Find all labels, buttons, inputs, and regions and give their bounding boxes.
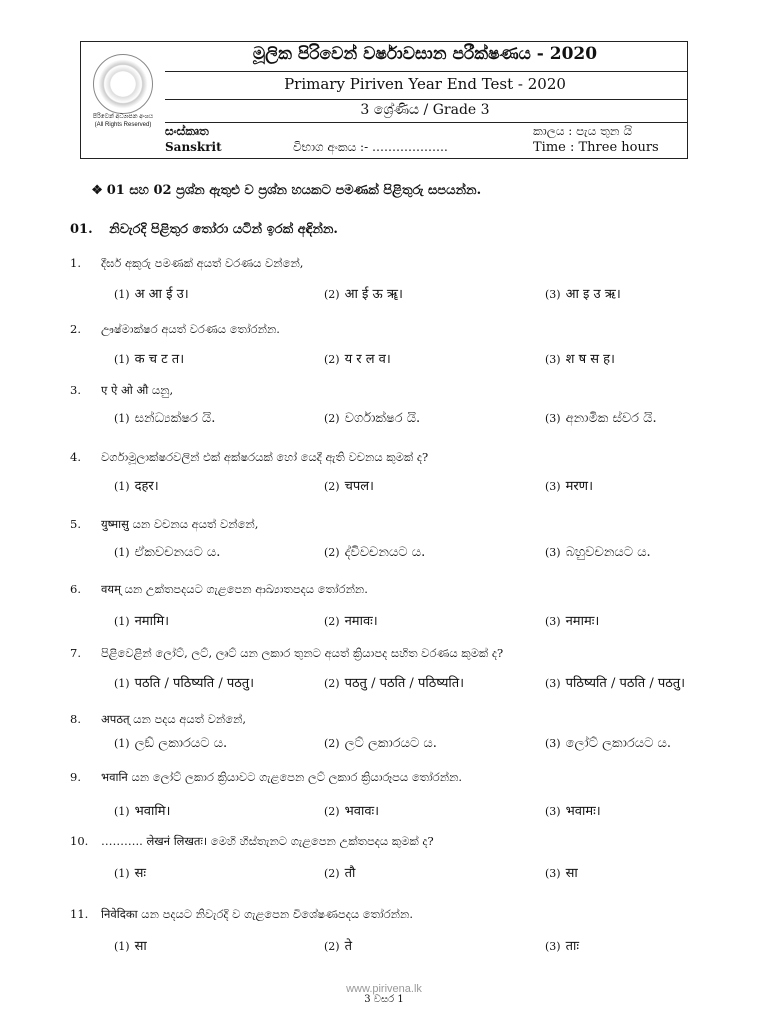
logo-caption: පිරිවෙන් අධ්‍යාපන අංශය (All Rights Reserved) [92, 114, 154, 128]
grade-label: 3 ශ්‍රේණිය / Grade 3 [360, 102, 490, 118]
divider [165, 122, 687, 123]
question-number: 2. [70, 322, 81, 336]
question-text: වර්ගාමූලාක්ෂරවලින් එක් අක්ෂරයක් හෝ යෙදී ඇති වචනය කුමක් ද? [101, 450, 429, 464]
option-label: (1) [114, 412, 130, 425]
option-text: भवामः। [565, 804, 601, 819]
question-text: පිළිවෙළින් ලෝට්, ලට්, ලෘට් යන ලකාර තුනට අයත් ක්‍රියාපද සහිත වරණය කුමක් ද? [101, 646, 504, 660]
option-label: (3) [545, 677, 561, 690]
option-label: (1) [114, 480, 130, 493]
option-text: पठति / पठिष्यति / पठतु। [134, 676, 255, 691]
question-number: 1. [70, 256, 81, 270]
section-number: 01. [70, 222, 93, 237]
exam-header [80, 41, 688, 159]
answer-option[interactable] [545, 673, 685, 691]
option-label: (2) [324, 353, 340, 366]
question-text: ඌෂ්මාක්ෂර අයත් වරණය තෝරන්න. [101, 322, 280, 336]
answer-option[interactable] [324, 349, 391, 367]
answer-option[interactable] [545, 284, 621, 302]
option-label: (2) [324, 737, 340, 750]
question-text: वयम् යන උක්තපදයට ගැළපෙන ආඛ්‍යාතපදය තෝරන්න. [101, 582, 368, 596]
option-text: दहर। [134, 479, 159, 494]
answer-option[interactable] [114, 476, 159, 494]
option-label: (1) [114, 805, 130, 818]
question-number: 10. [70, 834, 89, 848]
option-label: (2) [324, 480, 340, 493]
option-text: වර්ගාක්ෂර යි. [344, 411, 421, 426]
option-text: नमावः। [344, 614, 378, 629]
option-label: (1) [114, 677, 130, 690]
option-text: බහුවචනයට ය. [565, 545, 651, 560]
answer-option[interactable] [324, 936, 352, 954]
question-number: 6. [70, 582, 81, 596]
answer-option[interactable] [114, 863, 146, 881]
option-label: (2) [324, 867, 340, 880]
answer-option[interactable] [324, 611, 378, 629]
page-number: 3 වසර 1 [364, 994, 404, 1005]
answer-option[interactable] [324, 863, 355, 881]
answer-option[interactable] [545, 349, 615, 367]
option-text: नमामि। [134, 614, 170, 629]
time-english: Time : Three hours [533, 140, 659, 155]
option-text: आ इ उ ऋ। [565, 287, 621, 302]
question-number: 9. [70, 770, 81, 784]
option-label: (3) [545, 940, 561, 953]
emblem-logo-icon [93, 54, 153, 114]
option-text: सः [134, 866, 147, 881]
answer-option[interactable] [324, 411, 420, 426]
option-text: तौ [344, 866, 356, 881]
option-label: (3) [545, 805, 561, 818]
option-label: (1) [114, 353, 130, 366]
option-label: (2) [324, 677, 340, 690]
question-text: निवेदिका යන පදයට නිවැරදි ව ගැළපෙන විශේෂණපදය තෝරන්න. [101, 907, 413, 921]
answer-option[interactable] [114, 349, 184, 367]
divider [165, 71, 687, 72]
option-label: (1) [114, 546, 130, 559]
option-label: (2) [324, 615, 340, 628]
option-label: (3) [545, 288, 561, 301]
option-text: अ आ ई उ। [134, 287, 189, 302]
answer-option[interactable] [114, 673, 254, 691]
answer-option[interactable] [324, 284, 403, 302]
index-number-label: විභාග අංකය :- ………………. [293, 140, 448, 154]
answer-option[interactable] [545, 411, 657, 426]
question-text: ए ऐ ओ औ යනු, [101, 383, 174, 397]
question-number: 5. [70, 517, 81, 531]
option-text: मरण। [565, 479, 594, 494]
option-label: (2) [324, 940, 340, 953]
option-label: (2) [324, 412, 340, 425]
option-text: नमामः। [565, 614, 600, 629]
option-text: य र ल व। [344, 352, 391, 367]
option-text: चपल। [344, 479, 374, 494]
exam-title-sinhala: මූලික පිරිවෙන් වර්ෂාවසාන පරීක්ෂණය - 2020 [252, 44, 598, 64]
option-label: (1) [114, 615, 130, 628]
question-number: 11. [70, 907, 89, 921]
answer-option[interactable] [545, 863, 578, 881]
answer-option[interactable] [324, 673, 464, 691]
option-text: අනාමික ස්වර යි. [565, 411, 657, 426]
answer-option[interactable] [545, 545, 651, 560]
option-text: श ष स ह। [565, 352, 615, 367]
option-text: भवावः। [344, 804, 380, 819]
option-text: ताः [565, 939, 579, 954]
option-label: (1) [114, 940, 130, 953]
option-text: आ ई ऊ ॠ। [344, 287, 403, 302]
question-number: 4. [70, 450, 81, 464]
answer-option[interactable] [324, 545, 425, 560]
option-text: पठिष्यति / पठति / पठतु। [565, 676, 686, 691]
answer-option[interactable] [545, 476, 593, 494]
option-text: ලට් ලකාරයට ය. [344, 736, 437, 751]
question-text: ……….. लेखनं लिखतः। මෙහි හිස්තැනට ගැළපෙන උක්තපදය කුමක් ද? [101, 834, 434, 848]
answer-option[interactable] [324, 476, 374, 494]
time-sinhala: කාලය : පැය තුන යි [533, 124, 632, 138]
answer-option[interactable] [545, 936, 579, 954]
answer-option[interactable] [324, 801, 379, 819]
question-number: 7. [70, 646, 81, 660]
answer-option[interactable] [545, 801, 601, 819]
option-text: सा [134, 939, 147, 954]
answer-option[interactable] [114, 736, 227, 751]
section-heading [70, 222, 338, 237]
option-label: (3) [545, 353, 561, 366]
answer-option[interactable] [114, 801, 170, 819]
question-number: 3. [70, 383, 81, 397]
option-label: (3) [545, 546, 561, 559]
option-label: (2) [324, 805, 340, 818]
question-text: දීර්ඝ අකුරු පමණක් අයත් වරණය වන්නේ, [101, 256, 304, 270]
option-text: पठतु / पठति / पठिष्यति। [344, 676, 465, 691]
option-label: (1) [114, 737, 130, 750]
divider [165, 99, 687, 100]
section-text: නිවැරදි පිළිතුර තෝරා යටින් ඉරක් අඳින්න. [109, 222, 338, 237]
option-text: ලෝට් ලකාරයට ය. [565, 736, 672, 751]
option-label: (2) [324, 546, 340, 559]
question-number: 8. [70, 712, 81, 726]
exam-title-english: Primary Piriven Year End Test - 2020 [284, 75, 566, 93]
answer-option[interactable] [545, 736, 671, 751]
answer-option[interactable] [114, 936, 147, 954]
option-label: (3) [545, 615, 561, 628]
option-label: (1) [114, 288, 130, 301]
question-text: भवानि යන ලෝට් ලකාර ක්‍රියාවට ගැළපෙන ලට් ලකාර ක්‍රියාරූපය තෝරන්න. [101, 770, 463, 784]
option-label: (3) [545, 480, 561, 493]
option-text: क च ट त। [134, 352, 185, 367]
option-label: (3) [545, 867, 561, 880]
option-text: सा [565, 866, 578, 881]
option-text: ते [344, 939, 353, 954]
answer-option[interactable] [545, 611, 599, 629]
option-text: भवामि। [134, 804, 171, 819]
option-label: (2) [324, 288, 340, 301]
instruction: ❖ 01 සහ 02 ප්‍රශ්න ඇතුළු ව ප්‍රශ්න හයකට පමණක් පිළිතුරු සපයන්න. [92, 183, 482, 198]
option-label: (3) [545, 412, 561, 425]
option-text: ලඞ් ලකාරයට ය. [134, 736, 228, 751]
answer-option[interactable] [114, 284, 189, 302]
option-text: සන්ධ්‍යක්ෂර යි. [134, 411, 216, 426]
answer-option[interactable] [114, 545, 220, 560]
footer-url: www.pirivena.lk [346, 983, 422, 995]
option-label: (1) [114, 867, 130, 880]
answer-option[interactable] [324, 736, 437, 751]
option-text: ද්විවචනයට ය. [344, 545, 426, 560]
answer-option[interactable] [114, 611, 169, 629]
question-text: युष्मासु යන වචනය අයත් වන්නේ, [101, 517, 259, 531]
answer-option[interactable] [114, 411, 215, 426]
question-text: अपठत् යන පදය අයත් වන්නේ, [101, 712, 247, 726]
subject-english: Sanskrit [165, 140, 222, 154]
subject-sinhala: සංස්කෘත [165, 124, 209, 138]
option-text: ඒකවචනයට ය. [134, 545, 221, 560]
option-label: (3) [545, 737, 561, 750]
